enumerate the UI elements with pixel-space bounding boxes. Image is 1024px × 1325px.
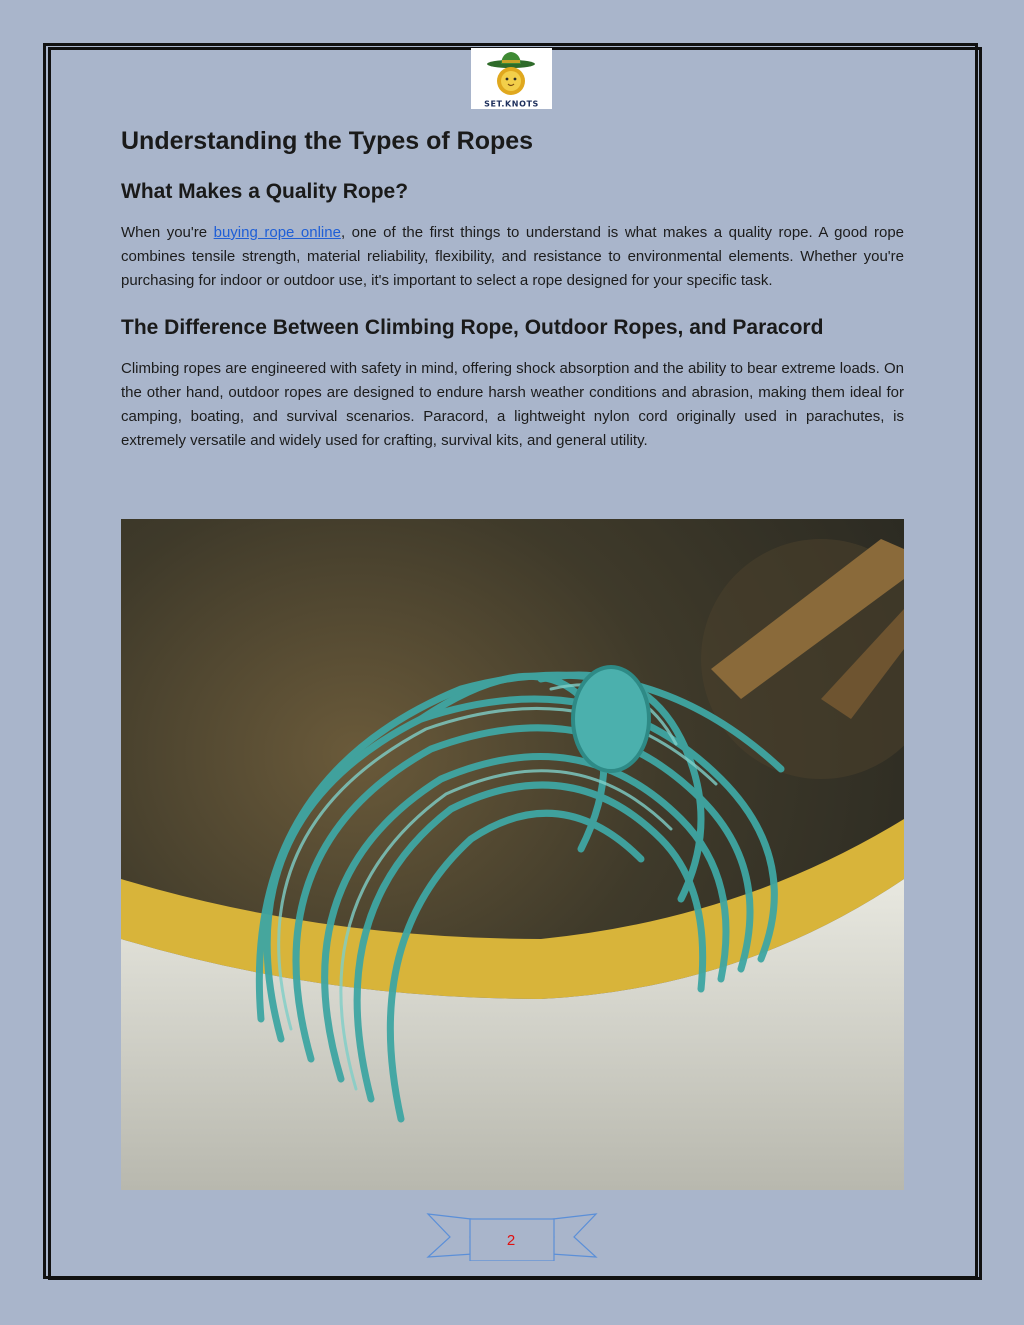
- rope-photo: [121, 519, 904, 1190]
- page-title: Understanding the Types of Ropes: [121, 127, 534, 155]
- logo-text: SET.KNOTS: [484, 99, 539, 109]
- page-number: 2: [506, 1231, 516, 1249]
- section-heading-difference: The Difference Between Climbing Rope, Outdoor Ropes, and Paracord: [121, 315, 824, 339]
- paragraph-quality-intro: When you're: [121, 224, 214, 241]
- section-heading-quality: What Makes a Quality Rope?: [121, 180, 409, 203]
- paragraph-quality: [121, 221, 904, 294]
- brand-logo: [471, 48, 552, 109]
- buying-rope-online-link[interactable]: buying rope online: [213, 224, 341, 241]
- article-content: [121, 120, 904, 453]
- paragraph-difference: Climbing ropes are engineered with safety in mind, offering shock absorption and the ability to bear extreme loads. On the other hand, outdoor ropes are designed to endure harsh weather conditions and abrasion, making them ideal for camping, boating, and survival scenarios. Paracord, a lightweight nylon cord originally used in parachutes, is extremely versatile and widely used for crafting, survival kits, and general utility.: [121, 359, 904, 450]
- paragraph-quality-body: , one of the first things to understand is what makes a quality rope. A good rope combines tensile strength, material reliability, flexibility, and resistance to environmental elements. Whether you're purchasing for indoor or outdoor use, it's important to select a rope designed for your specific task.: [121, 224, 904, 290]
